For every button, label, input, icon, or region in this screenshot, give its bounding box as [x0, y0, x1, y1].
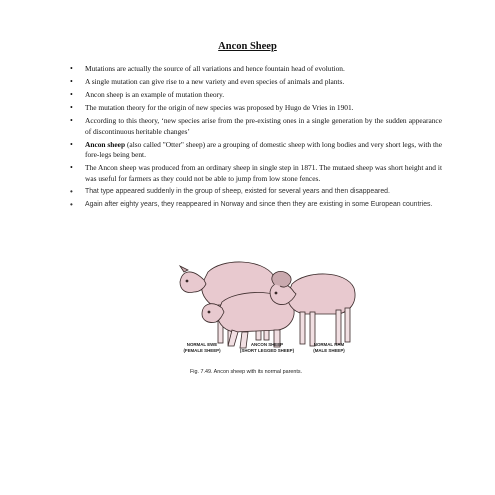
- label-line: (SHORT LEGGED SHEEP): [239, 347, 295, 353]
- label-line: (FEMALE SHEEP): [183, 347, 221, 353]
- label-line: (MALE SHEEP): [313, 347, 345, 353]
- list-item: • The Ancon sheep was produced from an ordinary sheep in single step in 1871. The mutaed sheep was short height and it was useful for farmers as they could not be able to jump from low stone fences.: [70, 163, 442, 184]
- bullet-list: [70, 64, 442, 213]
- bold-term: Ancon sheep: [85, 139, 126, 149]
- page-title: Ancon Sheep: [218, 41, 277, 52]
- sheep-illustration: [170, 250, 360, 380]
- list-item: • Mutations are actually the source of all variations and hence fountain head of evolution.: [70, 64, 442, 75]
- list-item: [70, 140, 442, 161]
- list-item: • Again after eighty years, they reappeared in Norway and since then they are existing in some European countries.: [70, 200, 442, 211]
- label-line: NORMAL EWE: [186, 342, 218, 347]
- list-item: • The mutation theory for the origin of new species was proposed by Hugo de Vries in 1901.: [70, 103, 442, 114]
- list-item: • According to this theory, ‘new species arise from the pre-existing ones in a single generation by the sudden appearance of discontinuous heritable changes’: [70, 116, 442, 137]
- label-normal-ram: [302, 342, 356, 353]
- label-line: NORMAL RAM: [313, 342, 345, 347]
- list-item-text: (also called "Otter" sheep) are a grouping of domestic sheep with long bodies and very short legs, with the fore-legs being bent.: [85, 139, 442, 160]
- label-normal-ewe: [172, 342, 232, 353]
- list-item: • A single mutation can give rise to a new variety and even species of animals and plants.: [70, 77, 442, 88]
- label-ancon-sheep: [232, 342, 302, 353]
- list-item: • That type appeared suddenly in the group of sheep, existed for several years and then disappeared.: [70, 187, 442, 198]
- list-item: • Ancon sheep is an example of mutation theory.: [70, 90, 442, 101]
- figure-caption: Fig. 7.49. Ancon sheep with its normal parents.: [190, 369, 303, 375]
- label-line: ANCON SHEEP: [250, 342, 284, 347]
